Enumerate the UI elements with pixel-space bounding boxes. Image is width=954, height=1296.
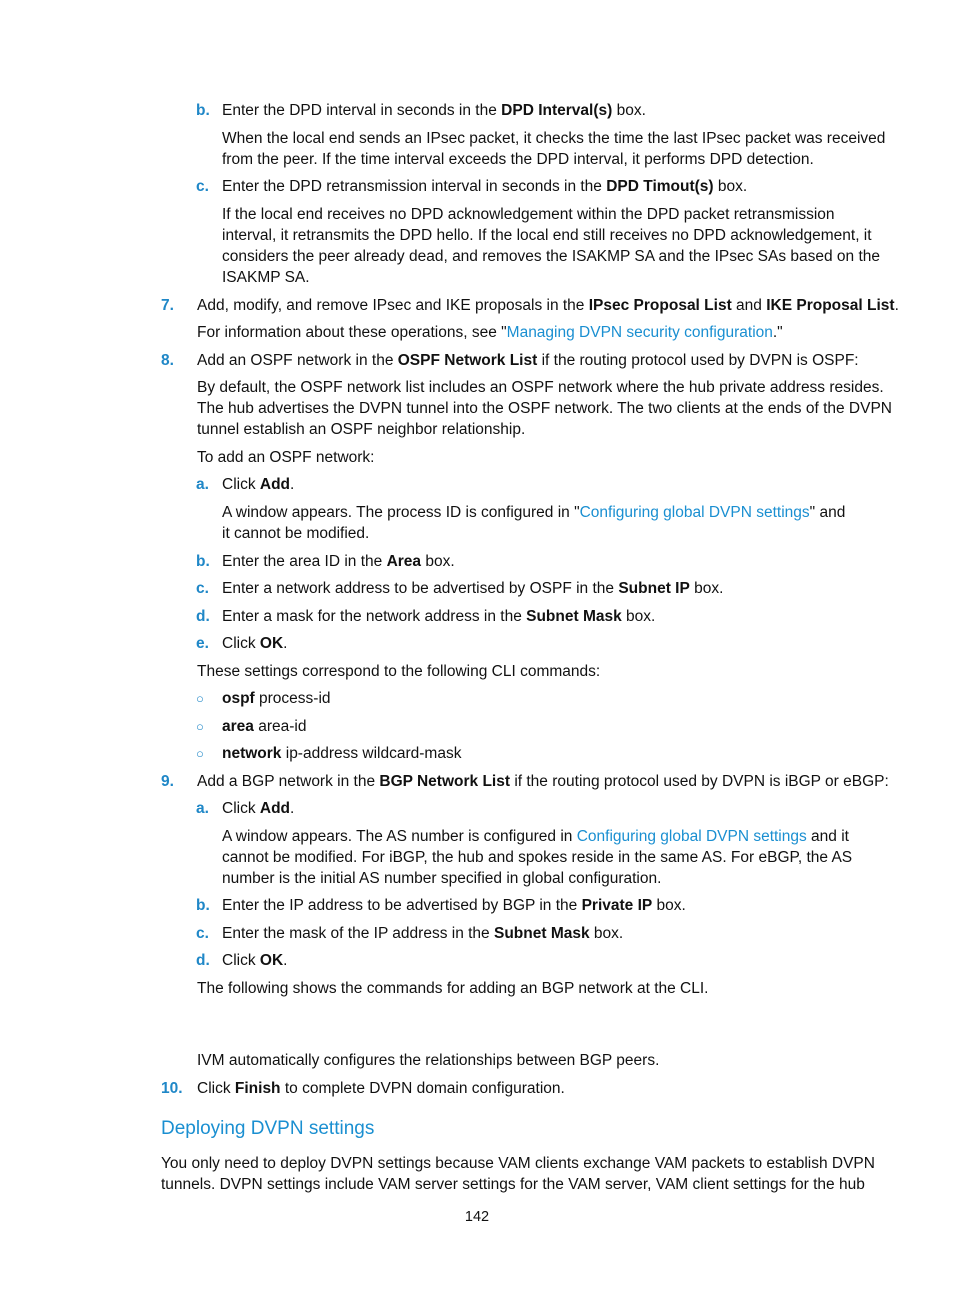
substep-marker: a. [196, 476, 209, 493]
substep-marker: c. [196, 178, 209, 195]
circle-bullet-icon: ○ [196, 719, 204, 734]
substep-marker: b. [196, 102, 210, 119]
link-configuring-global-dvpn[interactable]: Configuring global DVPN settings [579, 504, 810, 521]
substep-text: Enter the DPD interval in seconds in the DPD Interval(s) box. [222, 102, 646, 119]
cli-intro: These settings correspond to the following CLI commands: [197, 663, 601, 680]
page-number: 142 [464, 1209, 490, 1225]
cli-keyword: area [222, 718, 254, 735]
section-body: You only need to deploy DVPN settings because VAM clients exchange VAM packets to establish DVPN tunnels. DVPN settings include VAM server settings for the VAM server, VAM client settings for the hub [161, 1155, 875, 1193]
substep-marker: d. [196, 608, 210, 625]
substep-marker: c. [196, 925, 209, 942]
cli-keyword: ospf [222, 690, 255, 707]
substep-marker: b. [196, 553, 210, 570]
button-name: Add [259, 800, 291, 817]
step-marker: 10. [161, 1080, 183, 1097]
field-name: Subnet Mask [526, 608, 622, 625]
substep-text: Click Add. [222, 800, 295, 817]
section-heading: Deploying DVPN settings [161, 1118, 375, 1139]
substep-text: Enter the IP address to be advertised by BGP in the Private IP box. [222, 897, 686, 914]
field-name: Subnet IP [618, 580, 690, 597]
step-text: Click Finish to complete DVPN domain configuration. [197, 1080, 565, 1097]
step-marker: 8. [161, 352, 174, 369]
step-7-note: For information about these operations, see "Managing DVPN security configuration." [197, 324, 783, 341]
substep-text: Click OK. [222, 952, 288, 969]
step-8-note: By default, the OSPF network list includes an OSPF network where the hub private address resides. The hub advertises the DVPN tunnel into the OSPF network. The two clients at the ends of the DVPN tunnel establish an OSPF neighbor relationship. [197, 379, 892, 438]
step-8-intro: To add an OSPF network: [197, 449, 375, 466]
substep-text: Enter the DPD retransmission interval in seconds in the DPD Timout(s) box. [222, 178, 748, 195]
field-name: IKE Proposal List [766, 297, 895, 314]
substep-text: Click OK. [222, 635, 288, 652]
button-name: Finish [234, 1080, 281, 1097]
substep-marker: c. [196, 580, 209, 597]
ospf-substep-a-note: A window appears. The process ID is configured in "Configuring global DVPN settings" and it cannot be modified. [222, 504, 846, 542]
substep-marker: a. [196, 800, 209, 817]
field-name: IPsec Proposal List [588, 297, 732, 314]
circle-bullet-icon: ○ [196, 691, 204, 706]
field-name: Area [386, 553, 422, 570]
step-text: Add an OSPF network in the OSPF Network List if the routing protocol used by DVPN is OSPF: [197, 352, 859, 369]
substep-b-note: When the local end sends an IPsec packet, it checks the time the last IPsec packet was received from the peer. If the time interval exceeds the DPD interval, it performs DPD detection. [222, 130, 886, 168]
substep-text: Enter a mask for the network address in the Subnet Mask box. [222, 608, 656, 625]
step-marker: 9. [161, 773, 174, 790]
bgp-substep-a-note: A window appears. The AS number is configured in Configuring global DVPN settings and it cannot be modified. For iBGP, the hub and spokes reside in the same AS. For eBGP, the AS number is the initial AS number specified in global configuration. [222, 828, 853, 887]
field-name: OSPF Network List [397, 352, 538, 369]
substep-text: Enter the mask of the IP address in the Subnet Mask box. [222, 925, 624, 942]
field-name: Private IP [581, 897, 653, 914]
link-configuring-global-dvpn[interactable]: Configuring global DVPN settings [576, 828, 807, 845]
field-name: DPD Timout(s) [606, 178, 714, 195]
substep-text: Enter a network address to be advertised by OSPF in the Subnet IP box. [222, 580, 724, 597]
step-marker: 7. [161, 297, 174, 314]
field-name: DPD Interval(s) [501, 102, 613, 119]
button-name: OK [259, 635, 284, 652]
substep-text: Click Add. [222, 476, 295, 493]
cli-keyword: network [222, 745, 282, 762]
step-text: Add a BGP network in the BGP Network List if the routing protocol used by DVPN is iBGP or eBGP: [197, 773, 889, 790]
substep-marker: d. [196, 952, 210, 969]
ivm-note: IVM automatically configures the relationships between BGP peers. [197, 1052, 660, 1069]
field-name: BGP Network List [379, 773, 511, 790]
bgp-cli-intro: The following shows the commands for adding an BGP network at the CLI. [197, 980, 709, 997]
field-name: Subnet Mask [493, 925, 590, 942]
substep-marker: b. [196, 897, 210, 914]
button-name: Add [259, 476, 291, 493]
step-text: Add, modify, and remove IPsec and IKE proposals in the IPsec Proposal List and IKE Proposal List. [197, 297, 899, 314]
substep-marker: e. [196, 635, 209, 652]
link-managing-dvpn-security[interactable]: Managing DVPN security configuration [506, 324, 773, 341]
substep-c-note: If the local end receives no DPD acknowledgement within the DPD packet retransmission interval, it retransmits the DPD hello. If the local end still receives no DPD acknowledgement, it considers the peer already dead, and removes the ISAKMP SA and the IPsec SAs based on the ISAKMP SA. [222, 206, 881, 286]
button-name: OK [259, 952, 284, 969]
substep-text: Enter the area ID in the Area box. [222, 553, 455, 570]
circle-bullet-icon: ○ [196, 746, 204, 761]
